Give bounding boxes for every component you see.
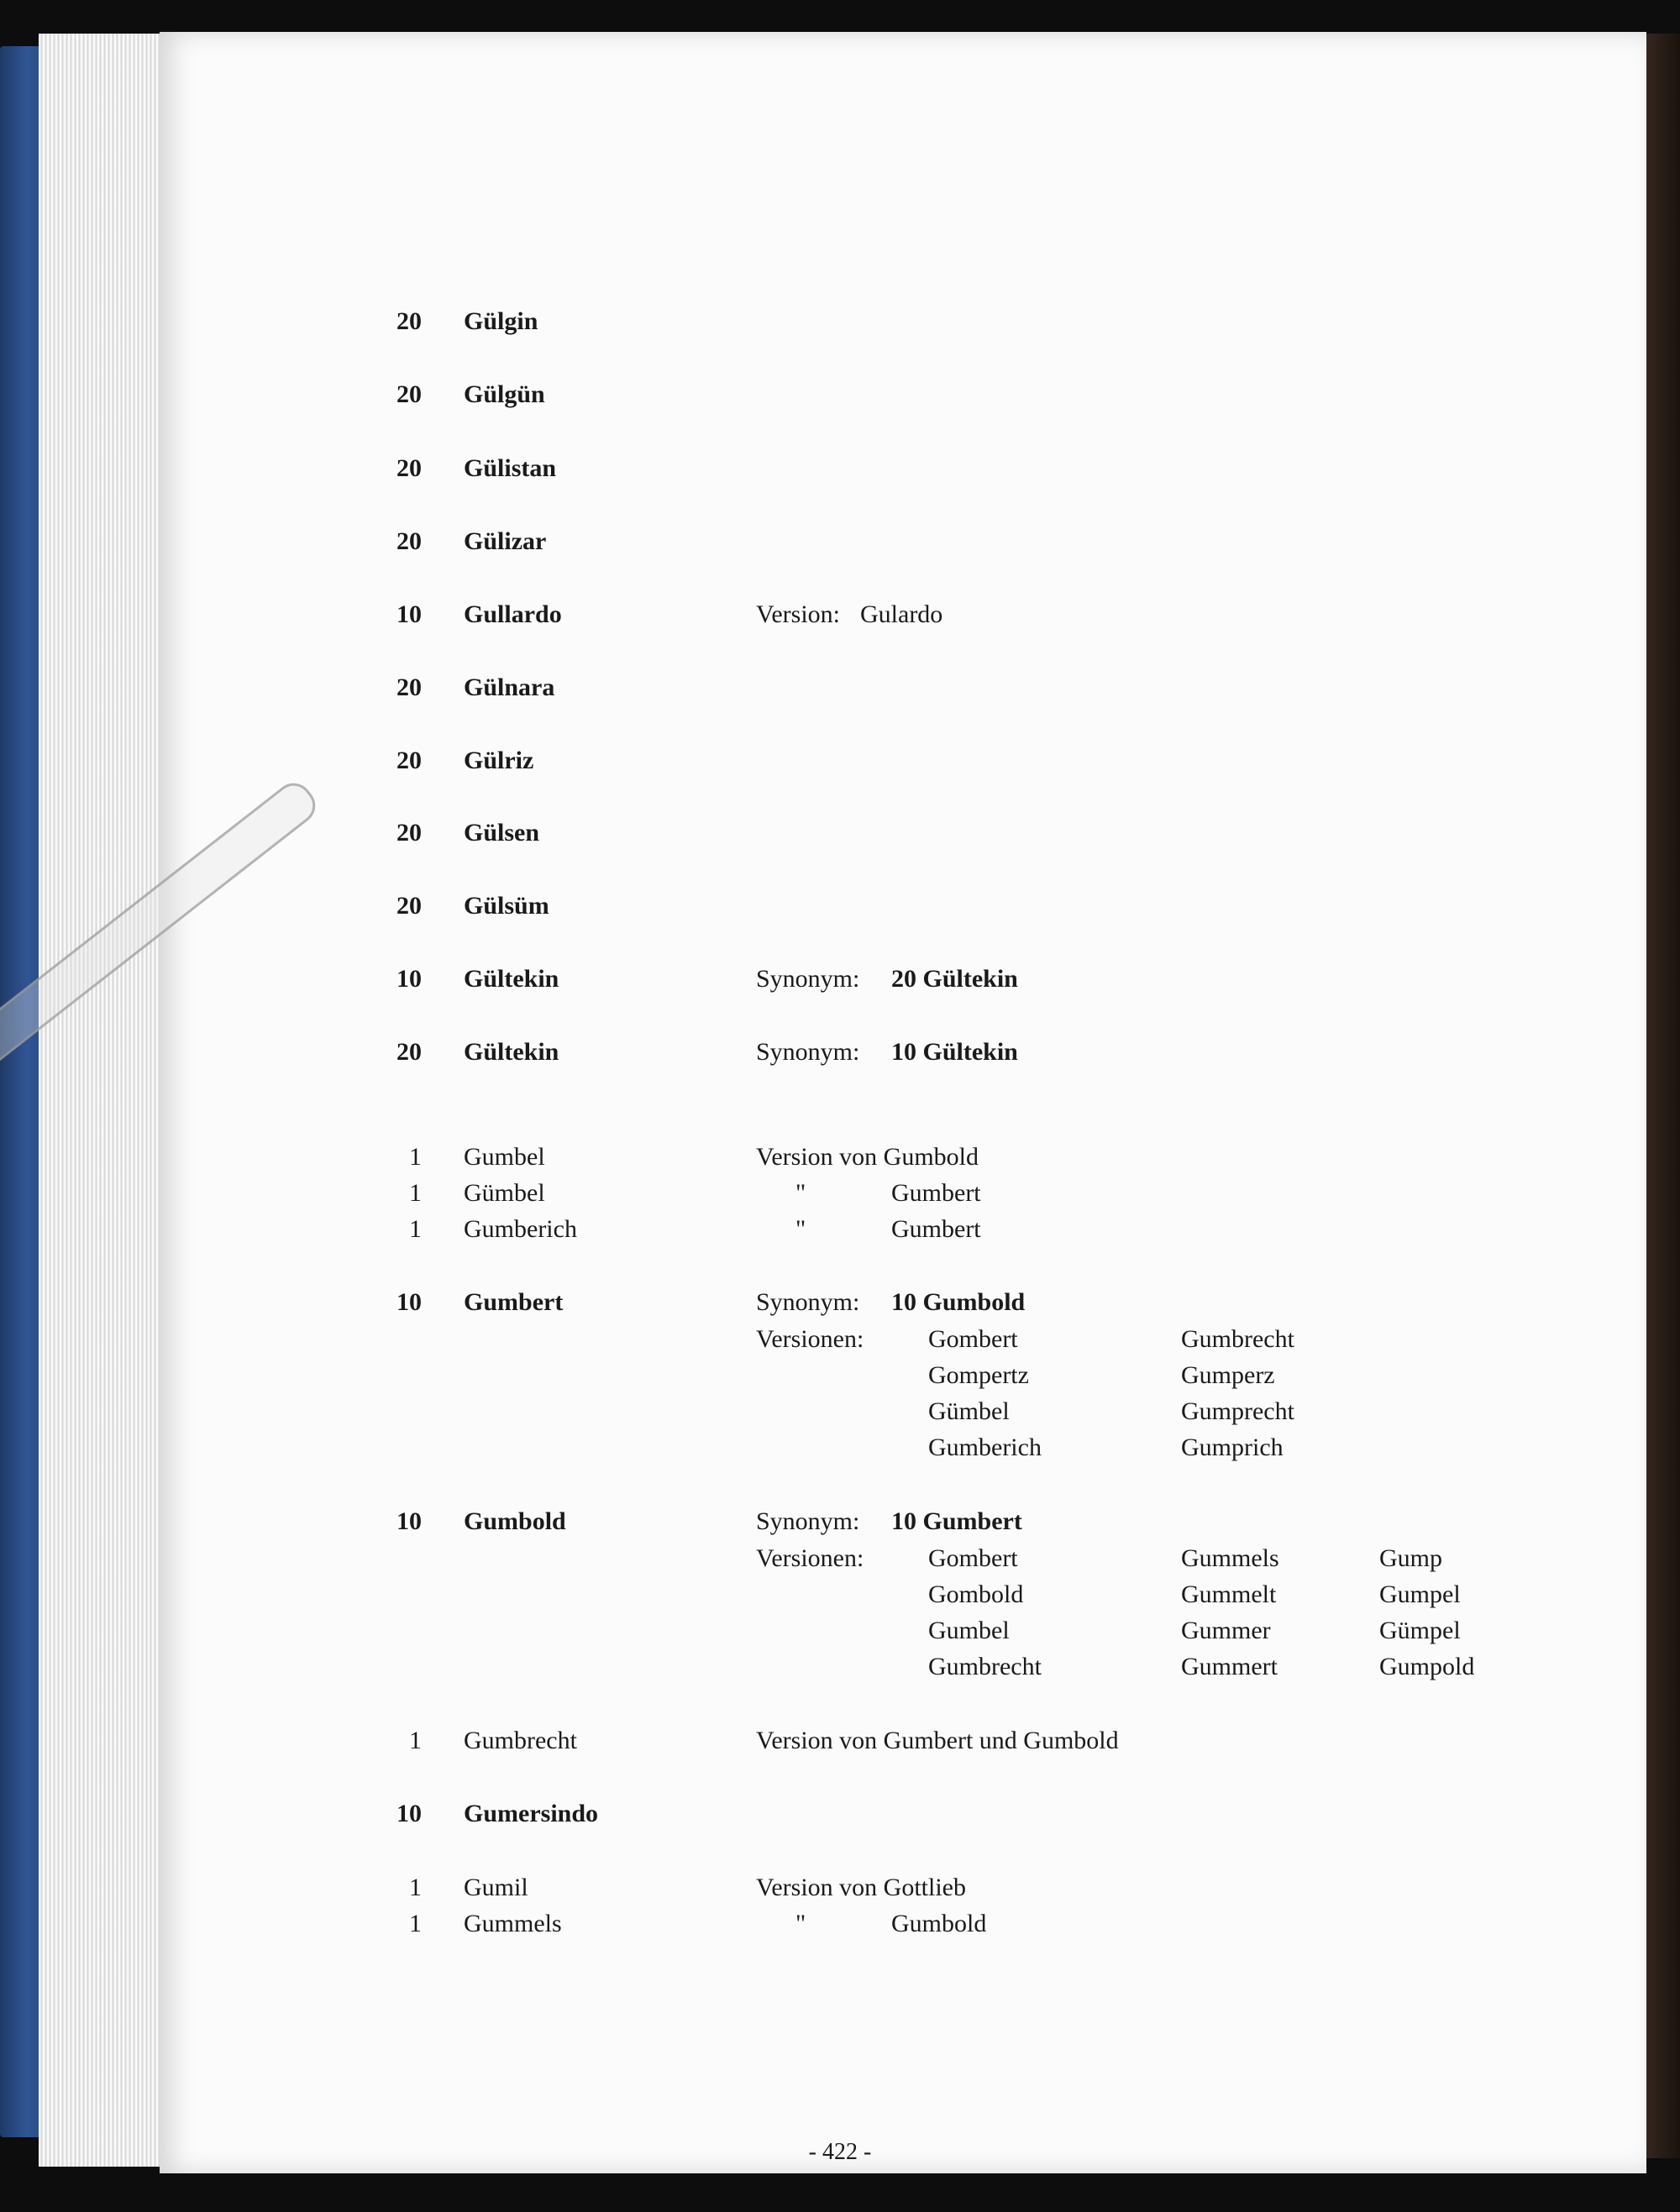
version-name: Gumprecht (1181, 1397, 1294, 1425)
entry-number: 1 (409, 1874, 422, 1901)
entry-number: 1 (409, 1727, 422, 1754)
entry-value: 10 Gültekin (891, 1038, 1018, 1066)
entry-number: 20 (396, 527, 422, 555)
entry-label: Version: (756, 600, 840, 628)
entry-name: Gumberich (464, 1215, 577, 1243)
version-name: Gümpel (1379, 1617, 1461, 1644)
version-name: Gummert (1181, 1653, 1278, 1680)
entry-text: Version von Gumbert und Gumbold (756, 1727, 1119, 1754)
version-name: Gump (1379, 1544, 1442, 1572)
version-name: Gummelt (1181, 1580, 1277, 1608)
version-name: Gummer (1181, 1617, 1271, 1644)
entry-value: 10 Gumbold (891, 1288, 1026, 1316)
version-name: Gumpel (1379, 1580, 1461, 1608)
entry-number: 20 (396, 819, 422, 847)
entry-number: 1 (409, 1215, 422, 1243)
version-name: Gumpold (1379, 1653, 1475, 1680)
version-name: Gumprich (1181, 1434, 1284, 1461)
entry-text: Version von Gottlieb (756, 1874, 966, 1901)
entry-name: Gumersindo (464, 1800, 599, 1827)
ditto-mark: " (795, 1215, 806, 1243)
entry-name: Gülriz (464, 747, 534, 774)
entry-name: Gumbert (464, 1288, 564, 1316)
entry-label: Synonym: (756, 1288, 860, 1316)
entry-text: Version von Gumbold (756, 1143, 979, 1171)
version-name: Gummels (1181, 1544, 1279, 1572)
page-edges (39, 34, 165, 2167)
entry-name: Gumbold (464, 1507, 566, 1535)
page-number: - 422 - (808, 2139, 872, 2165)
entry-value: 10 Gumbert (891, 1507, 1022, 1535)
entry-number: 20 (396, 892, 422, 920)
entry-value: Gumbert (891, 1179, 981, 1207)
entry-label: Synonym: (756, 1507, 860, 1535)
entry-value: Gumbold (891, 1910, 987, 1937)
entry-number: 1 (409, 1179, 422, 1207)
entry-name: Gülgin (464, 307, 538, 335)
entry-name: Gülsüm (464, 892, 549, 920)
entry-label: Synonym: (756, 1038, 860, 1066)
entry-value: Gulardo (860, 600, 943, 628)
entry-name: Gülgün (464, 380, 545, 408)
entry-number: 1 (409, 1910, 422, 1937)
entry-name: Gülistan (464, 454, 557, 482)
version-name: Gombert (928, 1325, 1018, 1353)
entry-number: 20 (396, 454, 422, 482)
entry-number: 10 (396, 1288, 422, 1316)
entry-number: 20 (396, 674, 422, 701)
version-name: Gompertz (928, 1361, 1029, 1389)
entry-label: Synonym: (756, 965, 860, 993)
version-name: Gümbel (928, 1397, 1010, 1425)
version-name: Gumperz (1181, 1361, 1275, 1389)
versions-label: Versionen: (756, 1325, 864, 1353)
entry-number: 10 (396, 1507, 422, 1535)
entry-name: Gumil (464, 1874, 528, 1901)
entry-name: Gülnara (464, 674, 555, 701)
entry-number: 20 (396, 380, 422, 408)
entry-number: 10 (396, 600, 422, 628)
book-page (160, 32, 1646, 2173)
entry-name: Gullardo (464, 600, 562, 628)
entry-name: Gumbrecht (464, 1727, 577, 1754)
version-name: Gumbrecht (928, 1653, 1042, 1680)
entry-number: 20 (396, 747, 422, 774)
entry-name: Gülsen (464, 819, 540, 847)
entry-name: Gültekin (464, 965, 559, 993)
entry-name: Gültekin (464, 1038, 559, 1066)
entry-name: Gummels (464, 1910, 562, 1937)
entry-number: 20 (396, 307, 422, 335)
version-name: Gumbrecht (1181, 1325, 1294, 1353)
ditto-mark: " (795, 1910, 806, 1937)
version-name: Gumbel (928, 1617, 1010, 1644)
entry-value: 20 Gültekin (891, 965, 1018, 993)
ditto-mark: " (795, 1179, 806, 1207)
entry-value: Gumbert (891, 1215, 981, 1243)
entry-name: Gumbel (464, 1143, 545, 1171)
entry-name: Gümbel (464, 1179, 545, 1207)
entry-name: Gülizar (464, 527, 547, 555)
entry-number: 10 (396, 965, 422, 993)
versions-label: Versionen: (756, 1544, 864, 1572)
version-name: Gombert (928, 1544, 1018, 1572)
entry-number: 20 (396, 1038, 422, 1066)
version-name: Gombold (928, 1580, 1024, 1608)
entry-number: 1 (409, 1143, 422, 1171)
version-name: Gumberich (928, 1434, 1042, 1461)
entry-number: 10 (396, 1800, 422, 1827)
